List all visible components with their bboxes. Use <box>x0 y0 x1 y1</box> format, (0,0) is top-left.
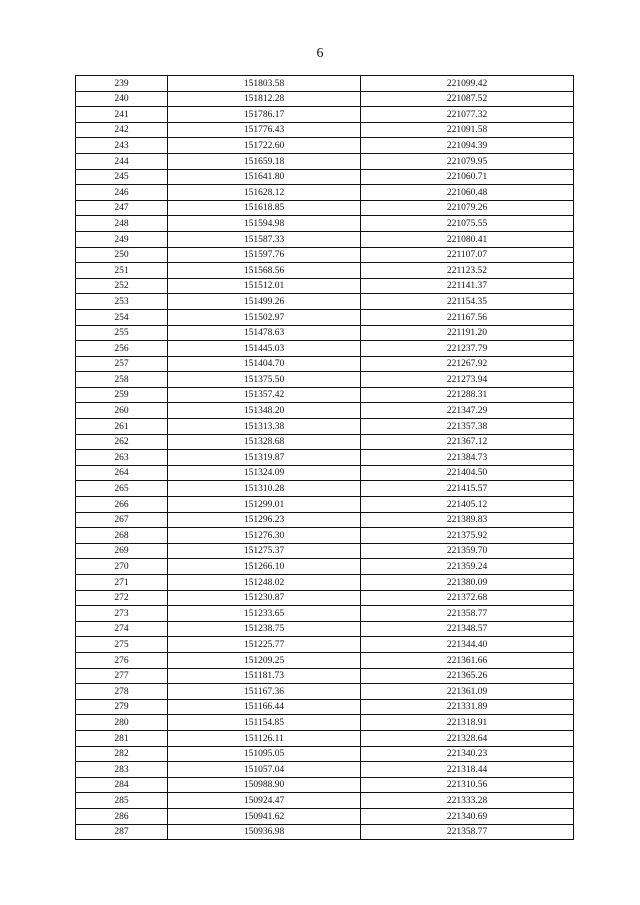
table-row <box>76 325 574 341</box>
point-number-cell: 277 <box>76 668 168 684</box>
coordinates-table-body <box>76 76 574 840</box>
point-number-cell: 256 <box>76 341 168 357</box>
x-coordinate-cell: 151230.87 <box>168 590 361 606</box>
table-row <box>76 621 574 637</box>
point-number-cell: 261 <box>76 419 168 435</box>
x-coordinate-cell: 151618.85 <box>168 200 361 216</box>
point-number-cell: 247 <box>76 200 168 216</box>
y-coordinate-cell: 221107.07 <box>361 247 574 263</box>
table-row <box>76 216 574 232</box>
x-coordinate-cell: 151628.12 <box>168 185 361 201</box>
x-coordinate-cell: 151167.36 <box>168 684 361 700</box>
x-coordinate-cell: 151319.87 <box>168 450 361 466</box>
point-number-cell: 282 <box>76 746 168 762</box>
table-row <box>76 590 574 606</box>
y-coordinate-cell: 221365.26 <box>361 668 574 684</box>
point-number-cell: 269 <box>76 543 168 559</box>
y-coordinate-cell: 221237.79 <box>361 341 574 357</box>
point-number-cell: 276 <box>76 652 168 668</box>
x-coordinate-cell: 151296.23 <box>168 512 361 528</box>
y-coordinate-cell: 221310.56 <box>361 777 574 793</box>
point-number-cell: 281 <box>76 730 168 746</box>
table-row <box>76 715 574 731</box>
x-coordinate-cell: 151248.02 <box>168 575 361 591</box>
y-coordinate-cell: 221359.70 <box>361 543 574 559</box>
x-coordinate-cell: 150924.47 <box>168 793 361 809</box>
x-coordinate-cell: 151126.11 <box>168 730 361 746</box>
y-coordinate-cell: 221094.39 <box>361 138 574 154</box>
y-coordinate-cell: 221380.09 <box>361 575 574 591</box>
x-coordinate-cell: 151722.60 <box>168 138 361 154</box>
x-coordinate-cell: 151404.70 <box>168 356 361 372</box>
point-number-cell: 243 <box>76 138 168 154</box>
y-coordinate-cell: 221347.29 <box>361 403 574 419</box>
x-coordinate-cell: 151357.42 <box>168 387 361 403</box>
y-coordinate-cell: 221077.32 <box>361 107 574 123</box>
y-coordinate-cell: 221358.77 <box>361 824 574 840</box>
y-coordinate-cell: 221340.69 <box>361 808 574 824</box>
y-coordinate-cell: 221060.71 <box>361 169 574 185</box>
table-row <box>76 356 574 372</box>
y-coordinate-cell: 221318.44 <box>361 762 574 778</box>
table-row <box>76 341 574 357</box>
y-coordinate-cell: 221273.94 <box>361 372 574 388</box>
point-number-cell: 264 <box>76 465 168 481</box>
point-number-cell: 239 <box>76 76 168 92</box>
table-row <box>76 419 574 435</box>
table-row <box>76 543 574 559</box>
table-row <box>76 528 574 544</box>
point-number-cell: 275 <box>76 637 168 653</box>
table-row <box>76 730 574 746</box>
point-number-cell: 246 <box>76 185 168 201</box>
point-number-cell: 273 <box>76 606 168 622</box>
x-coordinate-cell: 151812.28 <box>168 91 361 107</box>
point-number-cell: 253 <box>76 294 168 310</box>
table-row <box>76 91 574 107</box>
table-row <box>76 777 574 793</box>
table-row <box>76 668 574 684</box>
y-coordinate-cell: 221288.31 <box>361 387 574 403</box>
x-coordinate-cell: 151786.17 <box>168 107 361 123</box>
point-number-cell: 260 <box>76 403 168 419</box>
point-number-cell: 270 <box>76 559 168 575</box>
table-row <box>76 450 574 466</box>
y-coordinate-cell: 221075.55 <box>361 216 574 232</box>
x-coordinate-cell: 151776.43 <box>168 122 361 138</box>
point-number-cell: 251 <box>76 263 168 279</box>
point-number-cell: 245 <box>76 169 168 185</box>
point-number-cell: 285 <box>76 793 168 809</box>
y-coordinate-cell: 221333.28 <box>361 793 574 809</box>
table-row <box>76 200 574 216</box>
x-coordinate-cell: 151238.75 <box>168 621 361 637</box>
y-coordinate-cell: 221079.26 <box>361 200 574 216</box>
x-coordinate-cell: 151594.98 <box>168 216 361 232</box>
table-row <box>76 153 574 169</box>
point-number-cell: 252 <box>76 278 168 294</box>
table-row <box>76 372 574 388</box>
y-coordinate-cell: 221358.77 <box>361 606 574 622</box>
table-row <box>76 808 574 824</box>
x-coordinate-cell: 151502.97 <box>168 309 361 325</box>
y-coordinate-cell: 221079.95 <box>361 153 574 169</box>
table-row <box>76 107 574 123</box>
x-coordinate-cell: 151276.30 <box>168 528 361 544</box>
y-coordinate-cell: 221080.41 <box>361 231 574 247</box>
table-row <box>76 387 574 403</box>
y-coordinate-cell: 221359.24 <box>361 559 574 575</box>
table-row <box>76 169 574 185</box>
point-number-cell: 254 <box>76 309 168 325</box>
point-number-cell: 272 <box>76 590 168 606</box>
x-coordinate-cell: 151568.56 <box>168 263 361 279</box>
table-row <box>76 793 574 809</box>
table-row <box>76 434 574 450</box>
x-coordinate-cell: 151328.68 <box>168 434 361 450</box>
y-coordinate-cell: 221328.64 <box>361 730 574 746</box>
y-coordinate-cell: 221389.83 <box>361 512 574 528</box>
point-number-cell: 263 <box>76 450 168 466</box>
point-number-cell: 279 <box>76 699 168 715</box>
x-coordinate-cell: 151803.58 <box>168 76 361 92</box>
y-coordinate-cell: 221318.91 <box>361 715 574 731</box>
point-number-cell: 259 <box>76 387 168 403</box>
table-row <box>76 263 574 279</box>
y-coordinate-cell: 221361.09 <box>361 684 574 700</box>
point-number-cell: 267 <box>76 512 168 528</box>
table-row <box>76 824 574 840</box>
x-coordinate-cell: 151313.38 <box>168 419 361 435</box>
point-number-cell: 278 <box>76 684 168 700</box>
y-coordinate-cell: 221091.58 <box>361 122 574 138</box>
x-coordinate-cell: 151641.80 <box>168 169 361 185</box>
table-row <box>76 122 574 138</box>
y-coordinate-cell: 221154.35 <box>361 294 574 310</box>
y-coordinate-cell: 221099.42 <box>361 76 574 92</box>
y-coordinate-cell: 221367.12 <box>361 434 574 450</box>
table-row <box>76 465 574 481</box>
y-coordinate-cell: 221087.52 <box>361 91 574 107</box>
point-number-cell: 268 <box>76 528 168 544</box>
point-number-cell: 241 <box>76 107 168 123</box>
point-number-cell: 284 <box>76 777 168 793</box>
y-coordinate-cell: 221340.23 <box>361 746 574 762</box>
point-number-cell: 242 <box>76 122 168 138</box>
point-number-cell: 240 <box>76 91 168 107</box>
point-number-cell: 271 <box>76 575 168 591</box>
x-coordinate-cell: 151095.05 <box>168 746 361 762</box>
point-number-cell: 266 <box>76 497 168 513</box>
coordinates-table <box>75 75 574 840</box>
x-coordinate-cell: 151375.50 <box>168 372 361 388</box>
point-number-cell: 248 <box>76 216 168 232</box>
table-row <box>76 481 574 497</box>
point-number-cell: 257 <box>76 356 168 372</box>
point-number-cell: 255 <box>76 325 168 341</box>
table-row <box>76 497 574 513</box>
table-row <box>76 403 574 419</box>
y-coordinate-cell: 221348.57 <box>361 621 574 637</box>
point-number-cell: 258 <box>76 372 168 388</box>
table-row <box>76 512 574 528</box>
x-coordinate-cell: 151275.37 <box>168 543 361 559</box>
x-coordinate-cell: 151225.77 <box>168 637 361 653</box>
point-number-cell: 244 <box>76 153 168 169</box>
table-row <box>76 309 574 325</box>
page-number: 6 <box>316 46 324 61</box>
y-coordinate-cell: 221384.73 <box>361 450 574 466</box>
table-row <box>76 76 574 92</box>
x-coordinate-cell: 151499.26 <box>168 294 361 310</box>
point-number-cell: 262 <box>76 434 168 450</box>
y-coordinate-cell: 221361.66 <box>361 652 574 668</box>
table-row <box>76 575 574 591</box>
x-coordinate-cell: 150941.62 <box>168 808 361 824</box>
y-coordinate-cell: 221344.40 <box>361 637 574 653</box>
x-coordinate-cell: 151512.01 <box>168 278 361 294</box>
table-row <box>76 762 574 778</box>
table-row <box>76 278 574 294</box>
table-row <box>76 684 574 700</box>
x-coordinate-cell: 151209.25 <box>168 652 361 668</box>
y-coordinate-cell: 221167.56 <box>361 309 574 325</box>
x-coordinate-cell: 151348.20 <box>168 403 361 419</box>
x-coordinate-cell: 151166.44 <box>168 699 361 715</box>
table-row <box>76 559 574 575</box>
y-coordinate-cell: 221191.20 <box>361 325 574 341</box>
table-row <box>76 185 574 201</box>
table-row <box>76 294 574 310</box>
table-row <box>76 231 574 247</box>
table-row <box>76 652 574 668</box>
y-coordinate-cell: 221141.37 <box>361 278 574 294</box>
y-coordinate-cell: 221331.89 <box>361 699 574 715</box>
x-coordinate-cell: 151659.18 <box>168 153 361 169</box>
y-coordinate-cell: 221415.57 <box>361 481 574 497</box>
table-row <box>76 247 574 263</box>
x-coordinate-cell: 151587.33 <box>168 231 361 247</box>
y-coordinate-cell: 221405.12 <box>361 497 574 513</box>
x-coordinate-cell: 151057.04 <box>168 762 361 778</box>
y-coordinate-cell: 221267.92 <box>361 356 574 372</box>
table-row <box>76 138 574 154</box>
x-coordinate-cell: 151478.63 <box>168 325 361 341</box>
x-coordinate-cell: 151597.76 <box>168 247 361 263</box>
x-coordinate-cell: 151154.85 <box>168 715 361 731</box>
x-coordinate-cell: 151445.03 <box>168 341 361 357</box>
x-coordinate-cell: 151181.73 <box>168 668 361 684</box>
point-number-cell: 250 <box>76 247 168 263</box>
x-coordinate-cell: 151233.65 <box>168 606 361 622</box>
table-row <box>76 637 574 653</box>
y-coordinate-cell: 221375.92 <box>361 528 574 544</box>
y-coordinate-cell: 221357.38 <box>361 419 574 435</box>
y-coordinate-cell: 221372.68 <box>361 590 574 606</box>
point-number-cell: 287 <box>76 824 168 840</box>
point-number-cell: 249 <box>76 231 168 247</box>
point-number-cell: 280 <box>76 715 168 731</box>
x-coordinate-cell: 150936.98 <box>168 824 361 840</box>
point-number-cell: 265 <box>76 481 168 497</box>
point-number-cell: 286 <box>76 808 168 824</box>
table-row <box>76 606 574 622</box>
point-number-cell: 283 <box>76 762 168 778</box>
table-row <box>76 699 574 715</box>
x-coordinate-cell: 151310.28 <box>168 481 361 497</box>
point-number-cell: 274 <box>76 621 168 637</box>
table-row <box>76 746 574 762</box>
x-coordinate-cell: 151299.01 <box>168 497 361 513</box>
x-coordinate-cell: 150988.90 <box>168 777 361 793</box>
y-coordinate-cell: 221060.48 <box>361 185 574 201</box>
x-coordinate-cell: 151324.09 <box>168 465 361 481</box>
x-coordinate-cell: 151266.10 <box>168 559 361 575</box>
y-coordinate-cell: 221404.50 <box>361 465 574 481</box>
y-coordinate-cell: 221123.52 <box>361 263 574 279</box>
